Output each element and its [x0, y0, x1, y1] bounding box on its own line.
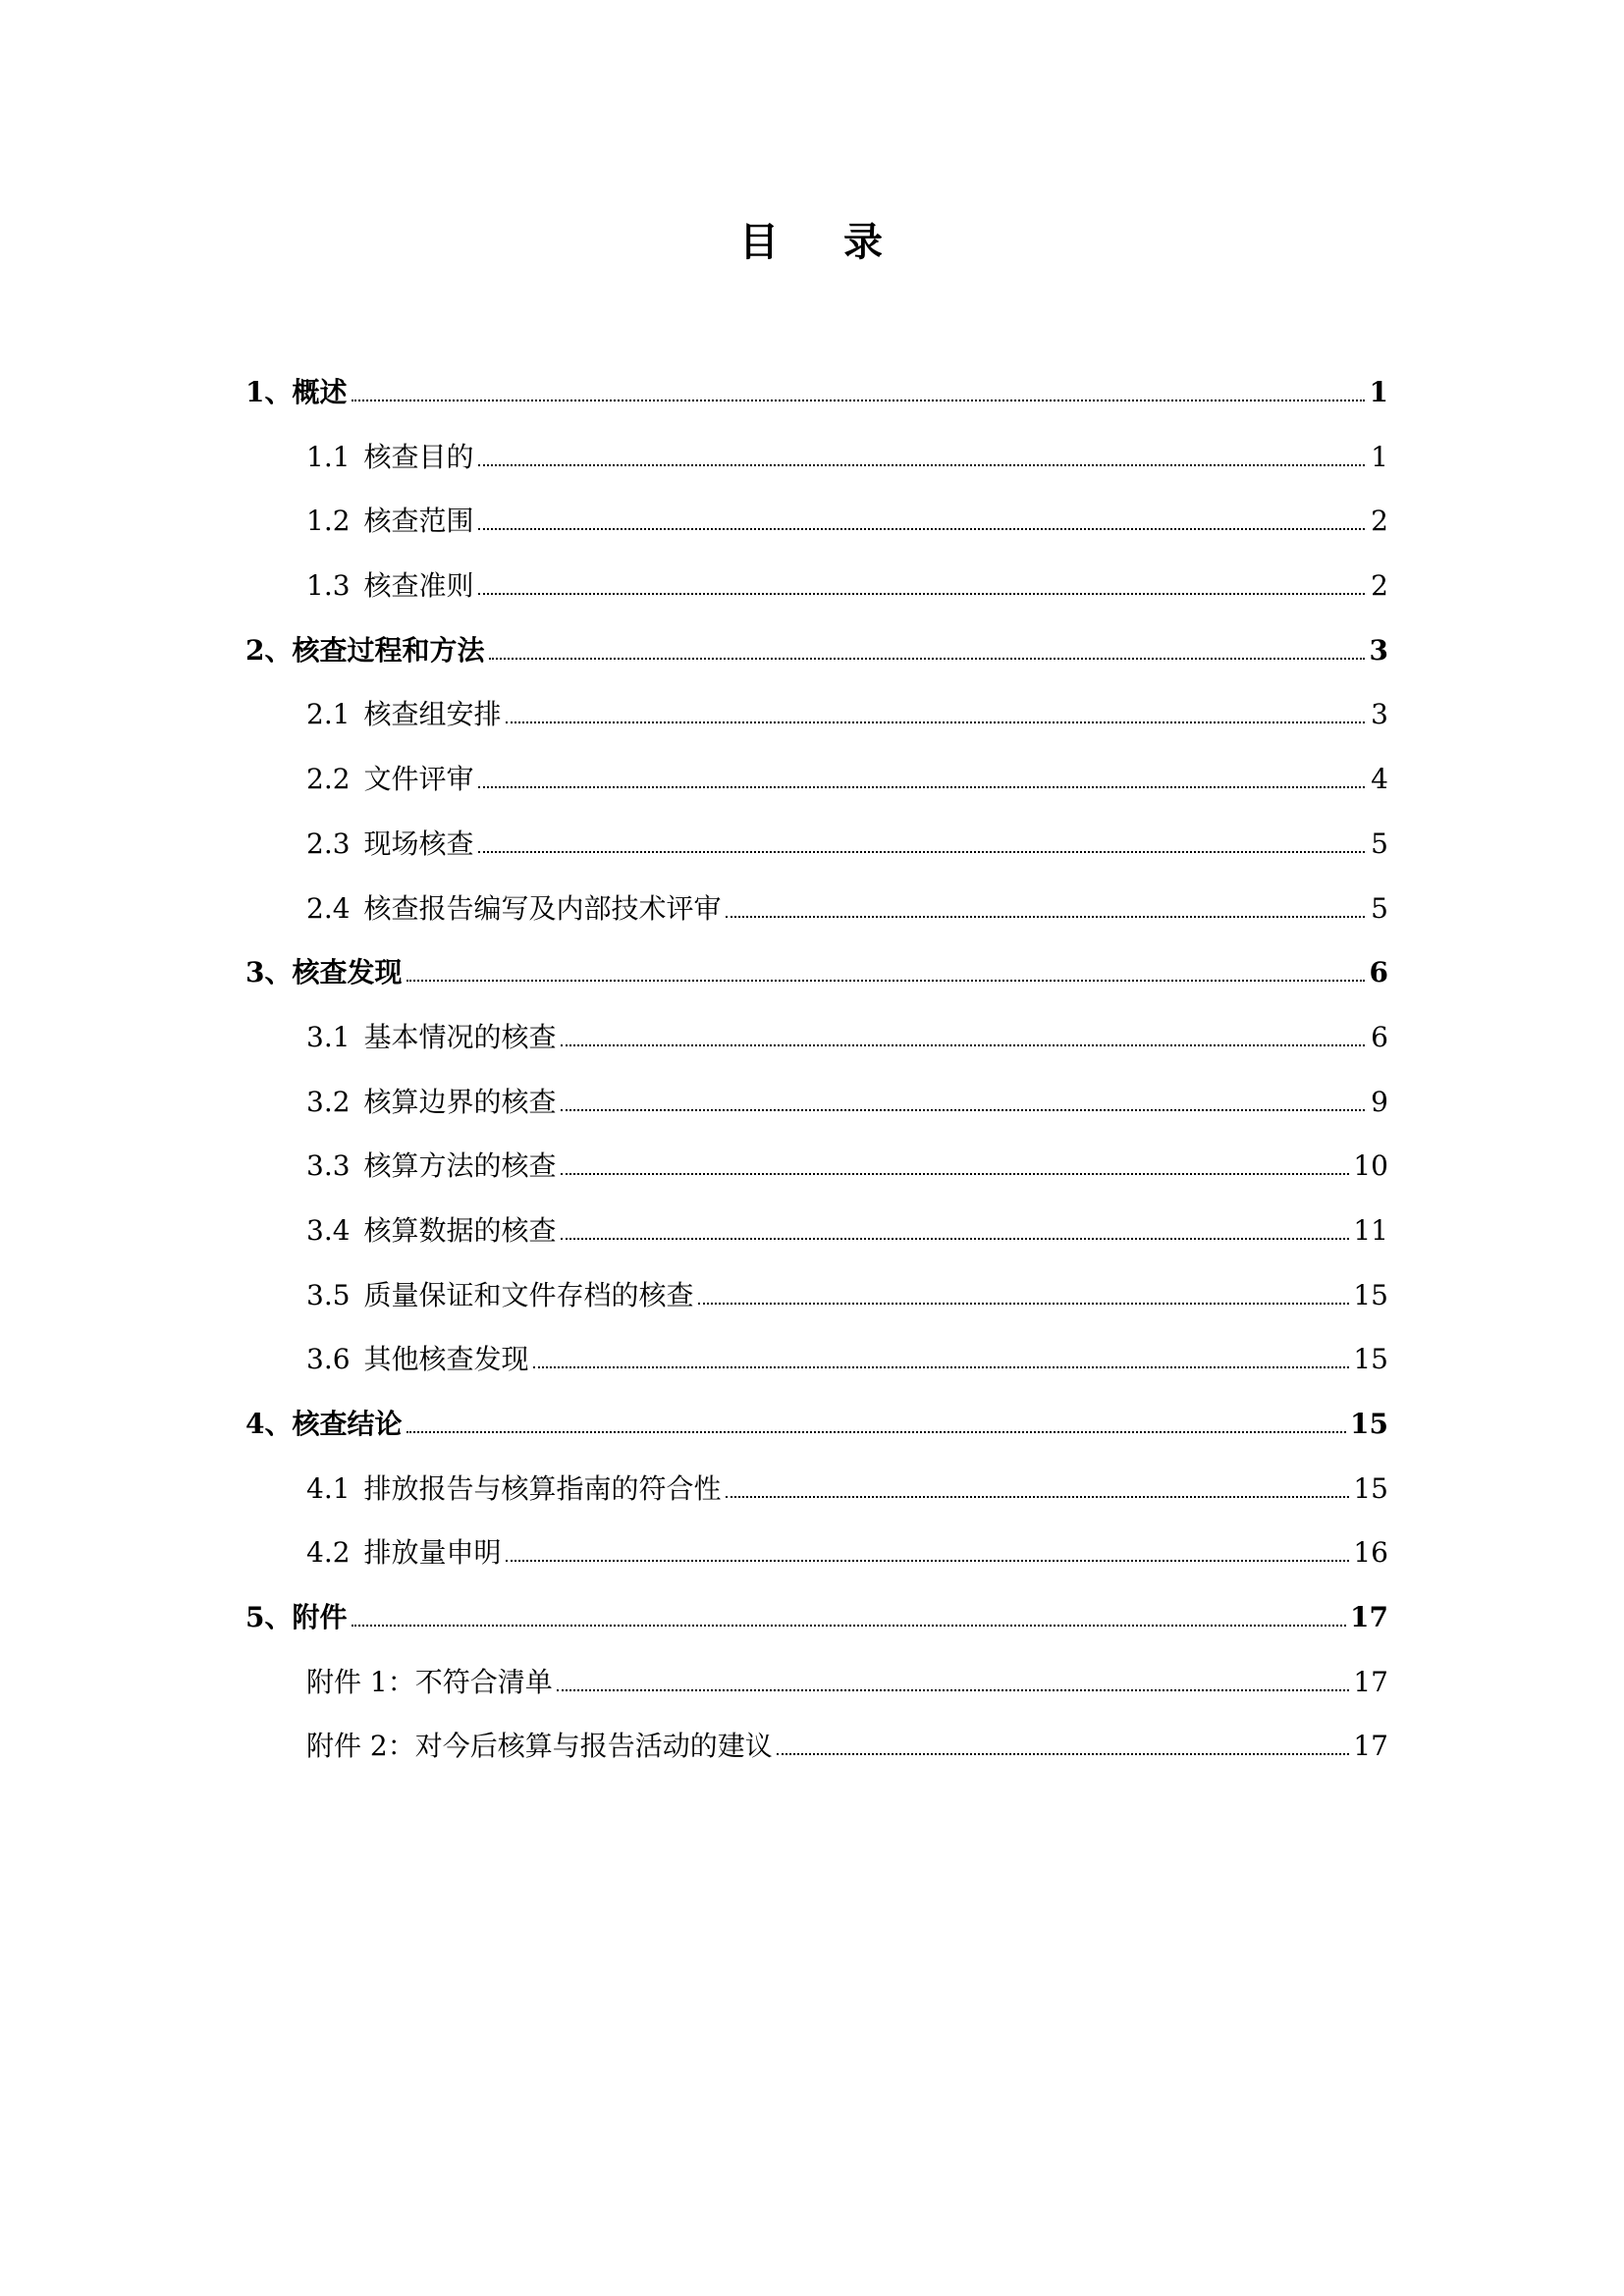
dot-leader	[561, 1043, 1365, 1046]
toc-entry[interactable]	[245, 953, 1388, 1018]
toc-entry[interactable]	[245, 1405, 1388, 1469]
toc-entry-number: 3.2	[306, 1085, 351, 1118]
toc-entry[interactable]	[245, 889, 1388, 954]
toc-entry-number: 4.2	[306, 1536, 351, 1570]
toc-entry-text: 排放量申明	[363, 1536, 502, 1570]
toc-entry-text: 核查范围	[363, 505, 474, 538]
toc-entry-number: 附件 1：	[306, 1665, 415, 1698]
toc-entry-label	[245, 373, 348, 412]
toc-entry-text: 核查报告编写及内部技术评审	[363, 891, 722, 925]
toc-entry-page: 17	[1353, 1730, 1388, 1763]
toc-entry-text: 现场核查	[363, 827, 474, 860]
toc-entry-text: 质量保证和文件存档的核查	[363, 1278, 694, 1311]
dot-leader	[561, 1237, 1350, 1240]
toc-entry-label	[245, 1598, 348, 1637]
dot-leader	[489, 657, 1366, 660]
dot-leader	[698, 1302, 1350, 1305]
toc-entry-label	[306, 695, 502, 734]
toc-entry[interactable]	[245, 1598, 1388, 1663]
toc-entry-text: 核查过程和方法	[292, 633, 485, 667]
toc-entry-label	[306, 1147, 557, 1186]
toc-entry-label	[306, 1469, 722, 1509]
toc-entry[interactable]	[245, 1276, 1388, 1341]
dot-leader	[726, 915, 1365, 918]
toc-entry-label	[306, 1211, 557, 1251]
title-char-right: 录	[843, 219, 885, 265]
toc-entry-page: 1	[1371, 440, 1388, 473]
toc-entry-page: 3	[1371, 698, 1388, 731]
toc-entry-number: 1、	[245, 376, 293, 408]
toc-entry-number: 2.4	[306, 891, 351, 925]
toc-entry-page: 2	[1371, 505, 1388, 538]
toc-entry-page: 3	[1369, 633, 1388, 667]
toc-entry-number: 附件 2：	[306, 1730, 415, 1763]
toc-entry-number: 4.1	[306, 1471, 351, 1505]
toc-entry-label	[306, 1663, 553, 1702]
dot-leader	[406, 979, 1366, 982]
dot-leader	[352, 1624, 1347, 1627]
page-title	[0, 211, 1624, 267]
toc-entry[interactable]	[245, 760, 1388, 825]
toc-entry-page: 5	[1371, 827, 1388, 860]
toc-entry-text: 核算数据的核查	[363, 1213, 557, 1247]
toc-entry[interactable]	[245, 825, 1388, 889]
toc-entry[interactable]	[245, 1663, 1388, 1728]
toc-entry-label	[306, 502, 474, 541]
toc-entry-label	[245, 1405, 403, 1444]
toc-entry-number: 2、	[245, 633, 293, 667]
toc-entry-label	[306, 1340, 529, 1379]
toc-entry-page: 15	[1353, 1278, 1388, 1311]
toc-entry-page: 15	[1350, 1408, 1388, 1440]
toc-entry-number: 3.5	[306, 1278, 351, 1311]
dot-leader	[478, 850, 1365, 853]
toc-entry-page: 6	[1369, 956, 1388, 989]
dot-leader	[506, 1559, 1350, 1562]
toc-entry-text: 核算边界的核查	[363, 1085, 557, 1118]
toc-entry-label	[306, 1018, 557, 1057]
toc-entry-number: 5、	[245, 1601, 293, 1634]
toc-entry-number: 2.2	[306, 763, 351, 796]
toc-entry-page: 1	[1369, 376, 1388, 408]
toc-entry-label	[306, 760, 474, 799]
toc-entry[interactable]	[245, 1147, 1388, 1211]
toc-entry-page: 16	[1353, 1536, 1388, 1570]
toc-entry-page: 4	[1371, 763, 1388, 796]
toc-entry-text: 核查目的	[363, 440, 474, 473]
dot-leader	[533, 1365, 1350, 1368]
toc-entry-label	[306, 1083, 557, 1122]
toc-entry-label	[306, 1533, 502, 1573]
toc-entry-label	[306, 438, 474, 477]
toc-entry-number: 3.3	[306, 1149, 351, 1183]
toc-entry-page: 6	[1371, 1020, 1388, 1053]
dot-leader	[478, 527, 1365, 530]
toc-entry-number: 3.1	[306, 1020, 351, 1053]
toc-entry-number: 3.6	[306, 1343, 351, 1376]
toc-entry-label	[306, 1276, 694, 1315]
toc-entry-text: 核查发现	[292, 956, 403, 989]
dot-leader	[352, 399, 1366, 401]
toc-entry-text: 不符合清单	[414, 1665, 553, 1698]
toc-entry[interactable]	[245, 1533, 1388, 1598]
dot-leader	[777, 1752, 1350, 1755]
toc-entry-text: 文件评审	[363, 763, 474, 796]
dot-leader	[561, 1172, 1350, 1175]
toc-entry[interactable]	[245, 695, 1388, 760]
toc-entry-page: 15	[1353, 1471, 1388, 1505]
dot-leader	[478, 785, 1365, 788]
toc-entry-page: 17	[1353, 1665, 1388, 1698]
toc-entry-number: 2.1	[306, 698, 351, 731]
toc-entry-label	[306, 825, 474, 864]
toc-entry[interactable]	[245, 438, 1388, 503]
toc-entry-number: 3.4	[306, 1213, 351, 1247]
dot-leader	[557, 1688, 1350, 1691]
title-char-left: 目	[739, 219, 781, 265]
toc-entry-text: 其他核查发现	[363, 1343, 529, 1376]
toc-entry[interactable]	[245, 1727, 1388, 1791]
toc-entry-text: 核查组安排	[363, 698, 502, 731]
toc-entry[interactable]	[245, 1340, 1388, 1405]
toc-entry-number: 4、	[245, 1408, 293, 1440]
dot-leader	[478, 592, 1365, 595]
toc-entry-label	[306, 566, 474, 606]
toc-entry-label	[245, 953, 403, 992]
toc-entry-text: 对今后核算与报告活动的建议	[414, 1730, 773, 1763]
toc-entry[interactable]	[245, 373, 1388, 438]
toc-entry-page: 5	[1371, 891, 1388, 925]
toc-entry[interactable]	[245, 1469, 1388, 1534]
toc-entry-number: 1.3	[306, 569, 351, 603]
toc-entry-page: 17	[1350, 1601, 1388, 1634]
toc-entry-text: 核查准则	[363, 569, 474, 603]
toc-entry-text: 附件	[292, 1601, 348, 1634]
toc-entry-label	[306, 1727, 773, 1766]
toc-entry-text: 基本情况的核查	[363, 1020, 557, 1053]
toc-entry[interactable]	[245, 1211, 1388, 1276]
toc-entry-text: 概述	[292, 376, 348, 408]
toc-entry-page: 9	[1371, 1085, 1388, 1118]
dot-leader	[726, 1495, 1350, 1498]
toc-entry[interactable]	[245, 566, 1388, 631]
dot-leader	[561, 1108, 1365, 1111]
dot-leader	[406, 1430, 1347, 1433]
toc-entry-page: 15	[1353, 1343, 1388, 1376]
toc-entry[interactable]	[245, 1018, 1388, 1083]
toc-entry-label	[306, 889, 722, 929]
toc-entry[interactable]	[245, 502, 1388, 566]
toc-entry-text: 核查结论	[292, 1408, 403, 1440]
toc-entry-label	[245, 631, 485, 670]
toc-entry-number: 1.1	[306, 440, 351, 473]
toc-entry[interactable]	[245, 631, 1388, 696]
toc-entry-number: 1.2	[306, 505, 351, 538]
toc-entry-page: 11	[1353, 1213, 1388, 1247]
toc-entry[interactable]	[245, 1083, 1388, 1148]
dot-leader	[478, 463, 1365, 466]
toc-entry-text: 核算方法的核查	[363, 1149, 557, 1183]
toc-entry-text: 排放报告与核算指南的符合性	[363, 1471, 722, 1505]
toc-entry-page: 10	[1353, 1149, 1388, 1183]
toc-entry-number: 3、	[245, 956, 293, 989]
dot-leader	[506, 721, 1365, 723]
toc-entry-page: 2	[1371, 569, 1388, 603]
table-of-contents	[245, 373, 1388, 1791]
toc-entry-number: 2.3	[306, 827, 351, 860]
